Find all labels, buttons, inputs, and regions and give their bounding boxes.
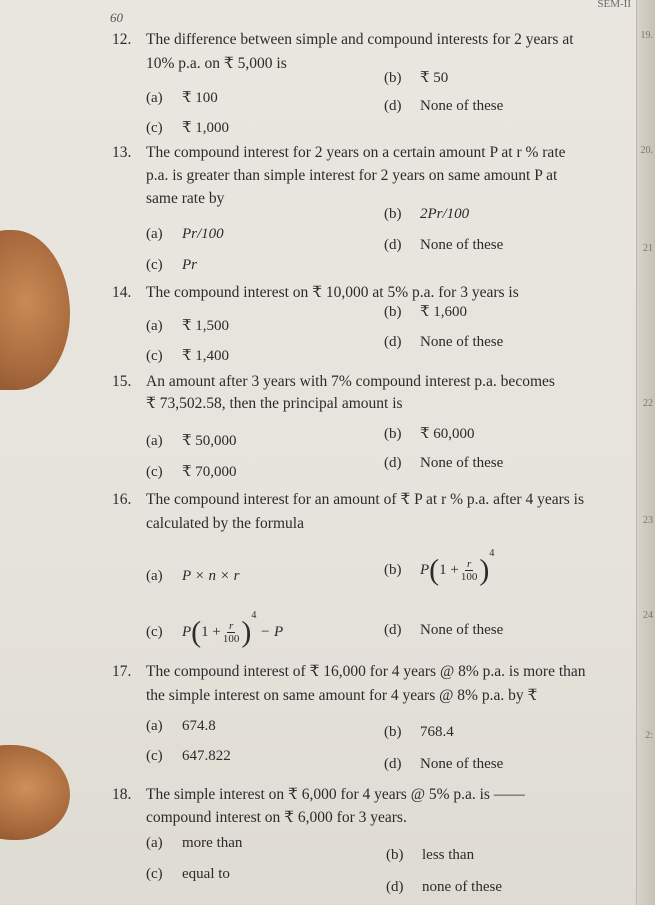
edge-number: 21 [643, 243, 653, 254]
option-label: (a) [146, 226, 163, 242]
option-c[interactable] [146, 257, 197, 274]
question-number: 15. [112, 373, 132, 390]
formula: P(1 + $\frac{r}{100}$ )$^4$ [420, 548, 495, 587]
fraction-denominator: 100 [222, 633, 240, 646]
question-text-cont: calculated by the formula [146, 515, 304, 532]
question-text: The compound interest for 2 years on a certain amount P at r % rate [146, 144, 566, 161]
option-b[interactable] [384, 302, 467, 321]
option-label: (a) [146, 433, 163, 449]
option-a[interactable] [146, 431, 237, 450]
option-text: None of these [420, 622, 504, 638]
thumb-holding-page [0, 230, 70, 390]
option-text: more than [182, 835, 243, 851]
option-a[interactable] [146, 88, 218, 107]
option-label: (c) [146, 120, 163, 136]
option-b[interactable] [384, 724, 454, 741]
question-text: The compound interest on ₹ 10,000 at 5% p.a. for 3 years is [146, 284, 519, 301]
option-a[interactable] [146, 568, 239, 585]
option-a[interactable] [146, 835, 242, 852]
next-page-edge [636, 0, 655, 905]
question-number: 13. [112, 144, 132, 161]
option-text: 674.8 [182, 718, 216, 734]
option-text: ₹ 1,000 [182, 120, 230, 136]
option-d[interactable] [384, 455, 503, 472]
option-label: (d) [384, 334, 402, 350]
formula-var: P [182, 624, 192, 640]
question-text: The compound interest for an amount of ₹ P at r % p.a. after 4 years is [146, 491, 584, 508]
edge-number: 19. [640, 30, 653, 41]
fraction [461, 558, 478, 583]
fraction-numerator: r [467, 558, 472, 571]
option-text: P × n × r [182, 568, 240, 584]
question-14 [112, 283, 519, 303]
edge-number: 23 [643, 515, 653, 526]
formula-term: 1 + [439, 562, 459, 578]
option-label: (a) [146, 835, 163, 851]
fraction [223, 620, 240, 645]
formula-var: P [420, 562, 430, 578]
option-text: None of these [420, 455, 504, 471]
edge-number: 2: [645, 730, 653, 741]
option-label: (d) [384, 237, 402, 253]
option-label: (a) [146, 568, 163, 584]
question-12 [112, 30, 574, 50]
option-label: (a) [146, 90, 163, 106]
fraction-denominator: 100 [460, 571, 478, 584]
option-text: none of these [422, 879, 502, 895]
fraction-numerator: r [229, 620, 234, 633]
option-label: (d) [386, 879, 404, 895]
option-label: (d) [384, 756, 402, 772]
question-15 [112, 372, 555, 392]
question-text-cont: compound interest on ₹ 6,000 for 3 years. [146, 809, 407, 826]
option-label: (a) [146, 318, 163, 334]
option-text: None of these [420, 756, 504, 772]
option-d[interactable] [386, 879, 502, 896]
option-text: 2Pr/100 [420, 206, 470, 222]
option-text: ₹ 100 [182, 90, 218, 106]
option-a[interactable] [146, 718, 216, 735]
option-b[interactable] [384, 548, 494, 588]
formula-term: − P [260, 624, 284, 640]
exponent: 4 [489, 548, 495, 559]
option-label: (c) [146, 624, 163, 640]
option-d[interactable] [384, 334, 503, 351]
option-label: (a) [146, 718, 163, 734]
option-label: (d) [384, 455, 402, 471]
finger-holding-page [0, 745, 70, 840]
option-label: (b) [386, 847, 404, 863]
option-c[interactable] [146, 346, 229, 365]
question-number: 18. [112, 786, 132, 803]
formula: P(1 + $\frac{r}{100}$ )$^4$ − P [182, 610, 284, 649]
question-number: 12. [112, 31, 132, 48]
option-a[interactable] [146, 226, 224, 243]
option-c[interactable] [146, 118, 229, 137]
question-13 [112, 143, 566, 163]
option-label: (c) [146, 348, 163, 364]
option-text: equal to [182, 866, 230, 882]
question-text-cont: same rate by [146, 190, 225, 207]
option-label: (b) [384, 562, 402, 578]
option-text: ₹ 50,000 [182, 433, 237, 449]
question-16 [112, 490, 584, 510]
option-a[interactable] [146, 316, 229, 335]
option-text: None of these [420, 334, 504, 350]
question-18 [112, 785, 525, 805]
option-label: (b) [384, 70, 402, 86]
running-header: SEM-II [597, 0, 631, 10]
option-text: ₹ 1,600 [420, 304, 468, 320]
option-text: ₹ 1,400 [182, 348, 230, 364]
option-c[interactable] [146, 610, 283, 650]
option-label: (b) [384, 206, 402, 222]
option-label: (b) [384, 426, 402, 442]
option-c[interactable] [146, 748, 231, 765]
option-c[interactable] [146, 462, 237, 481]
option-text: ₹ 60,000 [420, 426, 475, 442]
option-text: None of these [420, 98, 504, 114]
option-text: ₹ 1,500 [182, 318, 230, 334]
question-text: An amount after 3 years with 7% compound interest p.a. becomes [146, 373, 555, 390]
option-label: (c) [146, 464, 163, 480]
option-text: less than [422, 847, 475, 863]
option-b[interactable] [384, 424, 475, 443]
option-text: 768.4 [420, 724, 454, 740]
question-text: The compound interest of ₹ 16,000 for 4 years @ 8% p.a. is more than [146, 663, 586, 680]
option-d[interactable] [384, 756, 503, 773]
question-number: 17. [112, 663, 132, 680]
question-number: 16. [112, 491, 132, 508]
option-d[interactable] [384, 98, 503, 115]
question-text-cont: p.a. is greater than simple interest for 2 years on same amount P at [146, 167, 558, 184]
edge-number: 24 [643, 610, 653, 621]
exponent: 4 [251, 610, 257, 621]
edge-number: 20. [640, 145, 653, 156]
option-d[interactable] [384, 237, 503, 254]
question-text-cont: 10% p.a. on ₹ 5,000 is [146, 55, 287, 72]
question-text: The simple interest on ₹ 6,000 for 4 years @ 5% p.a. is —— [146, 786, 525, 803]
option-label: (b) [384, 724, 402, 740]
option-b[interactable] [386, 847, 474, 864]
question-text: The difference between simple and compound interests for 2 years at [146, 31, 574, 48]
edge-number: 22 [643, 398, 653, 409]
option-c[interactable] [146, 866, 230, 883]
option-text: Pr [182, 257, 197, 273]
option-label: (b) [384, 304, 402, 320]
question-text-cont: ₹ 73,502.58, then the principal amount is [146, 395, 403, 412]
question-text-cont: the simple interest on same amount for 4 years @ 8% p.a. by ₹ [146, 687, 538, 704]
option-label: (d) [384, 98, 402, 114]
option-label: (c) [146, 257, 163, 273]
option-b[interactable] [384, 68, 448, 87]
page-number: 60 [110, 10, 123, 25]
option-b[interactable] [384, 206, 469, 223]
question-17 [112, 662, 586, 682]
option-label: (c) [146, 866, 163, 882]
option-label: (d) [384, 622, 402, 638]
option-text: 647.822 [182, 748, 231, 764]
option-text: ₹ 50 [420, 70, 449, 86]
option-text: None of these [420, 237, 504, 253]
option-text: Pr/100 [182, 226, 224, 242]
formula-term: 1 + [201, 624, 221, 640]
question-number: 14. [112, 284, 132, 301]
option-label: (c) [146, 748, 163, 764]
option-d[interactable] [384, 622, 503, 639]
option-text: ₹ 70,000 [182, 464, 237, 480]
